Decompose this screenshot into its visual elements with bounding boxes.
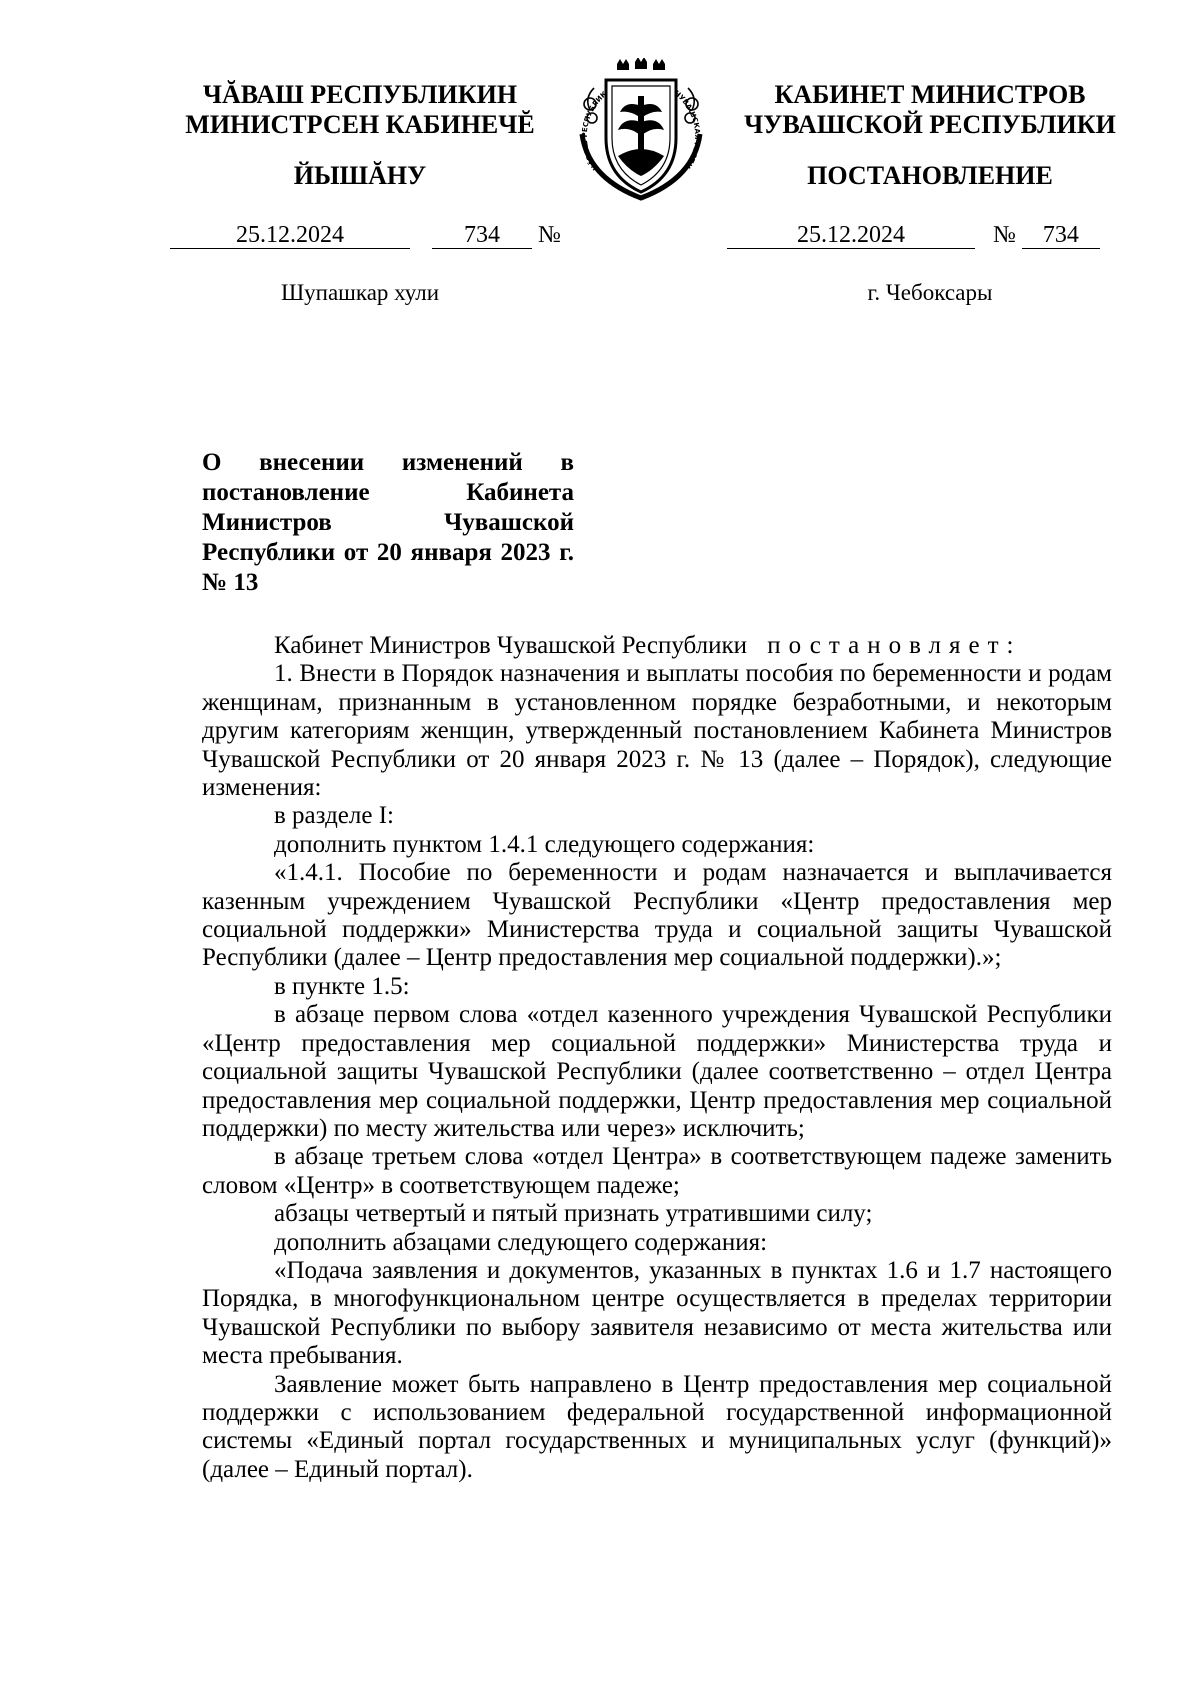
no-sign-left: № bbox=[538, 222, 561, 248]
body-paragraph: «1.4.1. Пособие по беременности и родам назначается и выплачивается казенным учреждением Чувашской Республики «Центр предоставления мер социальной поддержки» Министерства труда и социальной защиты Чувашской Республики (далее – Центр предоставления мер социальной поддержки).»; bbox=[202, 859, 1112, 972]
body-paragraph: «Подача заявления и документов, указанных в пунктах 1.6 и 1.7 настоящего Порядка, в многофункциональном центре осуществляется в пределах территории Чувашской Республики по выбору заявителя независимо от места жительства или места пребывания. bbox=[202, 1256, 1112, 1370]
header-left-line2: МИНИСТРСЕН КАБИНЕЧĔ bbox=[185, 110, 535, 139]
document-body bbox=[202, 632, 1112, 1484]
body-paragraph: 1. Внести в Порядок назначения и выплаты пособия по беременности и родам женщинам, признанным в установленном порядке безработными, и некоторым другим категориям женщин, утвержденный постановлением Кабинета Министров Чувашской Республики от 20 января 2023 г. № 13 (далее – Порядок), следующие изменения: bbox=[202, 660, 1112, 802]
body-paragraph: Заявление может быть направлено в Центр предоставления мер социальной поддержки с использованием федеральной государственной информационной системы «Единый портал государственных и муниципальных услуг (функций)» (далее – Единый портал). bbox=[202, 1370, 1112, 1483]
number-line-right bbox=[727, 222, 1100, 252]
emblem-text-right: ЧУВАШСКАЯ РЕСПУ bbox=[672, 89, 702, 170]
date-left: 25.12.2024 bbox=[170, 222, 410, 249]
number-line-left bbox=[170, 222, 561, 252]
place-left: Шупашкар хули bbox=[280, 280, 440, 305]
document-title: О внесении изменений в постановление Кабинета Министров Чувашской Республики от 20 января 2023 г. № 13 bbox=[202, 449, 574, 596]
body-paragraph: в разделе I: bbox=[274, 802, 394, 830]
svg-text:ЧĂВАШ РЕСПУБЛИКИ bbox=[568, 58, 609, 172]
body-paragraph: в абзаце первом слова «отдел казенного учреждения Чувашской Республики «Центр предоставления мер социальной поддержки» Министерства труда и социальной защиты Чувашской Республики (далее соответственно – отдел Центра предоставления мер социальной поддержки, Центр предоставления мер социальной поддержки) по месту жительства или через» исключить; bbox=[202, 1001, 1112, 1142]
header-right-doc-type: ПОСТАНОВЛЕНИЕ bbox=[807, 161, 1053, 190]
header-left-doc-type: ЙЫШĂНУ bbox=[293, 161, 427, 190]
body-paragraph: дополнить пунктом 1.4.1 следующего содержания: bbox=[274, 830, 815, 858]
no-sign-right: № bbox=[993, 222, 1016, 248]
emblem-text-left: ЧĂВАШ РЕСПУБЛИК bbox=[580, 90, 609, 172]
number-right: 734 bbox=[1022, 222, 1100, 249]
body-paragraph: абзацы четвертый и пятый признать утратившими силу; bbox=[274, 1200, 873, 1228]
place-right: г. Чебоксары bbox=[867, 280, 993, 305]
body-paragraph: в абзаце третьем слова «отдел Центра» в соответствующем падеже заменить словом «Центр» в соответствующем падеже; bbox=[202, 1143, 1112, 1199]
chuvash-coat-of-arms-icon bbox=[568, 58, 714, 204]
body-paragraph: в пункте 1.5: bbox=[274, 972, 410, 1000]
header-right-line2: ЧУВАШСКОЙ РЕСПУБЛИКИ bbox=[744, 110, 1116, 139]
header-left-org bbox=[160, 80, 560, 140]
intro-subject: Кабинет Министров Чувашской Республики bbox=[274, 632, 748, 659]
header-right-line1: КАБИНЕТ МИНИСТРОВ bbox=[774, 80, 1086, 109]
number-left: 734 bbox=[432, 222, 532, 249]
body-paragraph: дополнить абзацами следующего содержания: bbox=[274, 1228, 768, 1256]
header-right-org bbox=[720, 80, 1140, 140]
header-left-line1: ЧĂВАШ РЕСПУБЛИКИН bbox=[202, 80, 518, 109]
intro-paragraph bbox=[202, 632, 1112, 660]
date-right: 25.12.2024 bbox=[727, 222, 975, 249]
intro-verb: постановляет: bbox=[767, 632, 1022, 659]
